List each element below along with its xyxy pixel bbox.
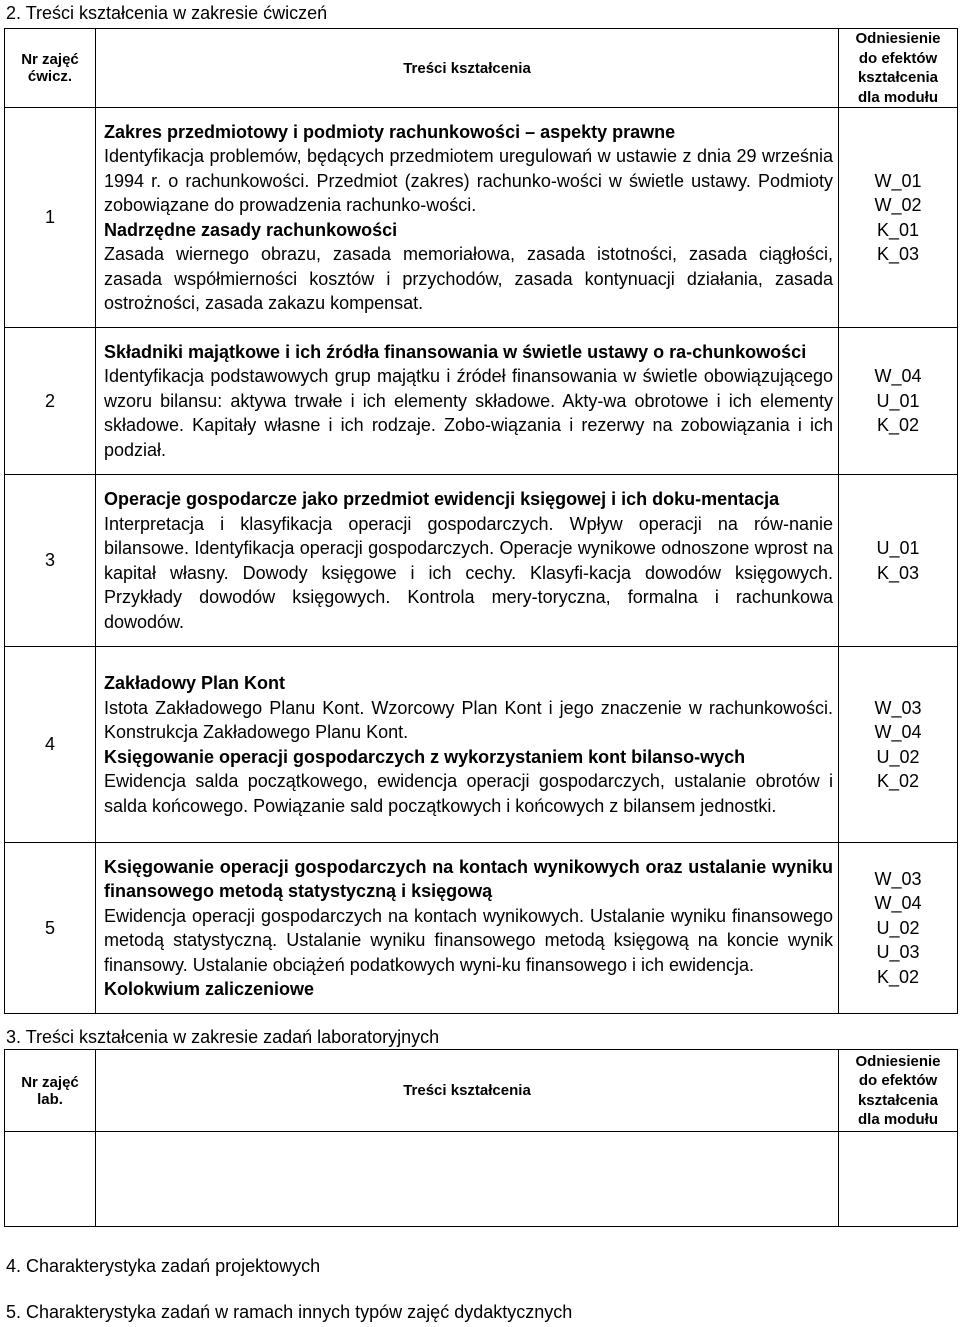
outcome-refs: W_04 U_01 K_02 <box>839 328 958 475</box>
table-header-row <box>5 29 958 108</box>
exercise-content-table <box>4 28 958 1014</box>
class-number: 5 <box>5 843 96 1014</box>
header-class-number: Nr zajęć ćwicz. <box>5 29 96 108</box>
topic-title: Operacje gospodarcze jako przedmiot ewidencji księgowej i ich doku-mentacja <box>104 489 780 509</box>
lab-content-table <box>4 1049 958 1227</box>
header-class-number: Nr zajęć lab. <box>5 1050 96 1132</box>
topic-title: Księgowanie operacji gospodarczych z wykorzystaniem kont bilanso-wych <box>104 746 746 767</box>
class-number: 4 <box>5 647 96 843</box>
topic-title: Księgowanie operacji gospodarczych na kontach wynikowych oraz ustalanie wyniku finansowego metodą statystyczną i księgową <box>104 856 833 901</box>
topic-title: Składniki majątkowe i ich źródła finansowania w świetle ustawy o ra-chunkowości <box>104 341 807 362</box>
header-learning-outcomes: Odniesienie do efektów kształcenia dla modułu <box>839 29 958 108</box>
topic-description: Zasada wiernego obrazu, zasada memoriałowa, zasada istotności, zasada ciągłości, zasada współmierności kosztów i przychodów, zasada kontynuacji działania, zasada ostrożności, zasada zakazu kompensat. <box>104 244 833 313</box>
topic-description: Ewidencja salda początkowego, ewidencja operacji gospodarczych, ustalanie obrotów i salda końcowego. Powiązanie sald początkowych i końcowych z bilansem jednostki. <box>104 771 833 816</box>
empty-cell <box>839 1132 958 1227</box>
topic-title: Zakres przedmiotowy i podmioty rachunkowości – aspekty prawne <box>104 121 676 142</box>
outcome-refs: W_01 W_02 K_01 K_03 <box>839 108 958 328</box>
outcome-refs: U_01 K_03 <box>839 475 958 647</box>
class-number: 1 <box>5 108 96 328</box>
class-number: 3 <box>5 475 96 647</box>
topic-description: Interpretacja i klasyfikacja operacji gospodarczych. Wpływ operacji na rów-nanie bilansowe. Identyfikacja operacji gospodarczych. Operacje wynikowe odnoszone wprost na kapitał własny. Dowody księgowe i ich cechy. Klasyfi-kacja dowodów księgowych. Przykłady dowodów księgowych. Kontrola mery-toryczna, formalna i rachunkowa dowodów. <box>104 513 833 632</box>
class-content <box>96 843 839 1014</box>
topic-title: Nadrzędne zasady rachunkowości <box>104 219 398 240</box>
header-content: Treści kształcenia <box>96 29 839 108</box>
table-row <box>5 647 958 843</box>
class-content <box>96 647 839 843</box>
topic-description: Identyfikacja problemów, będących przedmiotem uregulowań w ustawie z dnia 29 września 1994 r. o rachunkowości. Przedmiot (zakres) rachunko-wości w świetle ustawy. Podmioty zobowiązane do prowadzenia rachunko-wości. <box>104 146 833 215</box>
outcome-refs: W_03 W_04 U_02 K_02 <box>839 647 958 843</box>
topic-title: Zakładowy Plan Kont <box>104 673 286 693</box>
table-header-row <box>5 1050 958 1132</box>
class-content <box>96 108 839 328</box>
table-row <box>5 475 958 647</box>
topic-description: Ewidencja operacji gospodarczych na kontach wynikowych. Ustalanie wyniku finansowego metodą statystyczną. Ustalanie wyniku finansowego metodą księgową na koncie wynik finansowy. Ustalanie obciążeń podatkowych wyni-ku finansowego i ich ewidencja. <box>104 905 833 975</box>
header-learning-outcomes: Odniesienie do efektów kształcenia dla modułu <box>839 1050 958 1132</box>
topic-title: Kolokwium zaliczeniowe <box>104 979 315 999</box>
empty-cell <box>5 1132 96 1227</box>
class-content <box>96 328 839 475</box>
section-2-heading: 2. Treści kształcenia w zakresie ćwiczeń <box>6 3 328 23</box>
class-number: 2 <box>5 328 96 475</box>
section-3-heading: 3. Treści kształcenia w zakresie zadań laboratoryjnych <box>6 1027 440 1047</box>
outcome-refs: W_03 W_04 U_02 U_03 K_02 <box>839 843 958 1014</box>
section-5-heading: 5. Charakterystyka zadań w ramach innych typów zajęć dydaktycznych <box>6 1302 573 1322</box>
section-4-heading: 4. Charakterystyka zadań projektowych <box>6 1256 321 1276</box>
table-row <box>5 328 958 475</box>
header-content: Treści kształcenia <box>96 1050 839 1132</box>
table-row <box>5 1132 958 1227</box>
table-row <box>5 843 958 1014</box>
table-row <box>5 108 958 328</box>
topic-description: Istota Zakładowego Planu Kont. Wzorcowy Plan Kont i jego znaczenie w rachunkowości. Konstrukcja Zakładowego Planu Kont. <box>104 697 833 742</box>
class-content <box>96 475 839 647</box>
topic-description: Identyfikacja podstawowych grup majątku i źródeł finansowania w świetle obowiązującego wzoru bilansu: aktywa trwałe i ich elementy składowe. Akty-wa obrotowe i ich elementy składowe. Kapitały własne i ich rodzaje. Zobo-wiązania i rezerwy na zobowiązania i ich podział. <box>104 366 833 460</box>
empty-cell <box>96 1132 839 1227</box>
